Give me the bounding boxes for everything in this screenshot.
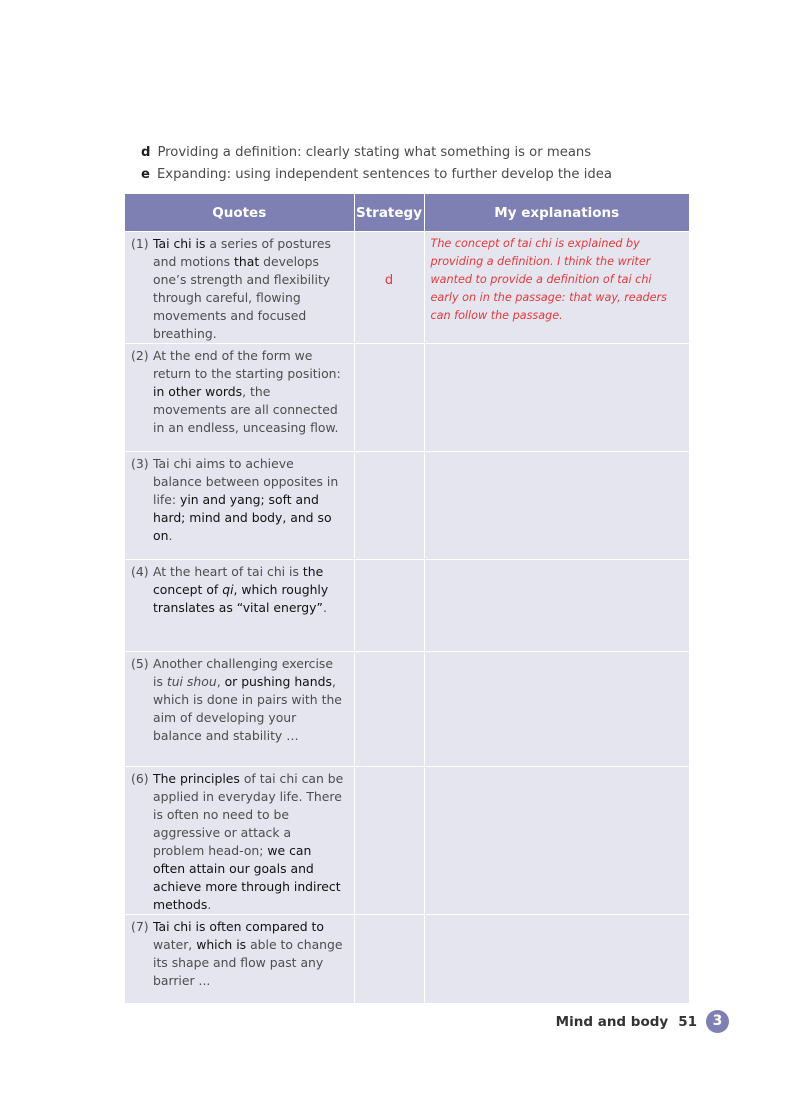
- strategy-cell[interactable]: [354, 452, 424, 560]
- table-header-row: [125, 194, 689, 232]
- strategy-item-d: [141, 143, 701, 165]
- table-row: [125, 232, 689, 344]
- quote-number: (7): [131, 919, 149, 934]
- table-row: [125, 560, 689, 652]
- quote-number: (6): [131, 771, 149, 786]
- strategy-cell[interactable]: [354, 344, 424, 452]
- quote-text: [125, 344, 354, 437]
- quote-text: [125, 767, 354, 914]
- signal-phrase: Tai chi is often compared to: [153, 919, 324, 934]
- explanation-text: [425, 915, 690, 918]
- quote-fragment: .: [322, 600, 327, 615]
- quote-fragment: of tai chi can be applied in everyday life. There is often no need to be aggressive or attack a problem head-on;: [153, 771, 344, 858]
- header-quotes: Quotes: [125, 194, 354, 232]
- explanation-cell[interactable]: [424, 232, 689, 344]
- strategy-cell[interactable]: [354, 232, 424, 344]
- quotes-table: [125, 194, 689, 1003]
- signal-phrase: yin and yang; soft and hard; mind and body, and so on: [153, 492, 332, 543]
- page-footer: [556, 1014, 697, 1030]
- explanation-text: [425, 652, 690, 655]
- table-row: [125, 652, 689, 767]
- explanation-cell[interactable]: [424, 560, 689, 652]
- explanation-text: [425, 560, 690, 563]
- explanation-text: [425, 452, 690, 455]
- section-title: Mind and body: [555, 1014, 669, 1030]
- explanation-cell[interactable]: [424, 652, 689, 767]
- signal-phrase: or pushing hands: [224, 674, 332, 689]
- quote-fragment: .: [207, 897, 212, 912]
- quote-number: (2): [131, 348, 149, 363]
- quote-fragment: ,: [216, 674, 225, 689]
- quote-cell: [125, 915, 354, 1003]
- explanation-text: The concept of tai chi is explained by providing a definition. I think the writer wanted to provide a definition of tai chi early on in the passage: that way, readers can follow the passage.: [430, 237, 667, 322]
- quote-fragment: water,: [153, 937, 197, 952]
- strategy-list: [141, 143, 701, 187]
- strategy-answer: d: [384, 273, 394, 288]
- quote-fragment: .: [168, 528, 173, 543]
- quote-number: (1): [131, 236, 149, 251]
- signal-phrase: Tai chi is: [153, 236, 206, 251]
- strategy-cell[interactable]: [354, 767, 424, 915]
- strategy-text: Providing a definition: clearly stating what something is or means: [157, 145, 592, 160]
- explanation-text: [425, 767, 690, 770]
- header-explanations: My explanations: [424, 194, 689, 232]
- signal-phrase: The principles: [153, 771, 240, 786]
- quote-fragment: , the movements are all connected in an endless, unceasing flow.: [153, 384, 339, 435]
- quote-fragment: develops one’s strength and flexibility through careful, flowing movements and focused breathing.: [153, 254, 331, 341]
- quote-fragment: At the heart of tai chi is: [153, 564, 303, 579]
- quote-cell: [125, 344, 354, 452]
- quote-fragment: a series of postures and motions: [153, 236, 331, 269]
- table-row: [125, 452, 689, 560]
- explanation-cell[interactable]: [424, 915, 689, 1003]
- explanation-text: [425, 344, 690, 347]
- header-strategy: Strategy: [354, 194, 424, 232]
- quote-text: [125, 560, 354, 617]
- explanation-cell[interactable]: [424, 767, 689, 915]
- quote-number: (3): [131, 456, 149, 471]
- quote-fragment: Another challenging exercise is: [153, 656, 333, 689]
- strategy-cell[interactable]: [354, 560, 424, 652]
- signal-phrase: in other words: [153, 384, 243, 399]
- quote-text: [125, 915, 354, 990]
- unit-badge: 3: [706, 1010, 729, 1033]
- strategy-cell[interactable]: [354, 915, 424, 1003]
- page-number: 51: [678, 1014, 697, 1030]
- signal-phrase: , which roughly translates as “vital energy”: [153, 582, 329, 615]
- quote-cell: [125, 767, 354, 915]
- quote-cell: [125, 232, 354, 344]
- quote-fragment: , which is done in pairs with the aim of developing your balance and stability …: [153, 674, 342, 743]
- strategy-letter: e: [141, 167, 150, 182]
- quote-fragment: able to change its shape and flow past any barrier ...: [153, 937, 343, 988]
- strategy-cell[interactable]: [354, 652, 424, 767]
- signal-phrase: tui shou: [166, 674, 217, 689]
- explanation-cell[interactable]: [424, 344, 689, 452]
- table-row: [125, 344, 689, 452]
- signal-phrase: the concept of: [153, 564, 324, 597]
- signal-phrase: that: [234, 254, 260, 269]
- quote-fragment: At the end of the form we return to the starting position:: [153, 348, 341, 381]
- quote-cell: [125, 560, 354, 652]
- strategy-item-e: [141, 165, 701, 187]
- strategy-letter: d: [141, 145, 151, 160]
- quote-text: [125, 452, 354, 545]
- explanation-cell[interactable]: [424, 452, 689, 560]
- quote-fragment: Tai chi aims to achieve balance between opposites in life:: [153, 456, 339, 507]
- quote-cell: [125, 452, 354, 560]
- quote-number: (5): [131, 656, 149, 671]
- quote-text: [125, 652, 354, 745]
- table-row: [125, 915, 689, 1003]
- strategy-text: Expanding: using independent sentences to further develop the idea: [156, 167, 612, 182]
- quote-number: (4): [131, 564, 149, 579]
- signal-phrase: we can often attain our goals and achieve more through indirect methods: [153, 843, 341, 912]
- table-row: [125, 767, 689, 915]
- quote-cell: [125, 652, 354, 767]
- signal-phrase: which is: [196, 937, 247, 952]
- quote-text: [125, 232, 354, 343]
- signal-phrase: qi: [222, 582, 234, 597]
